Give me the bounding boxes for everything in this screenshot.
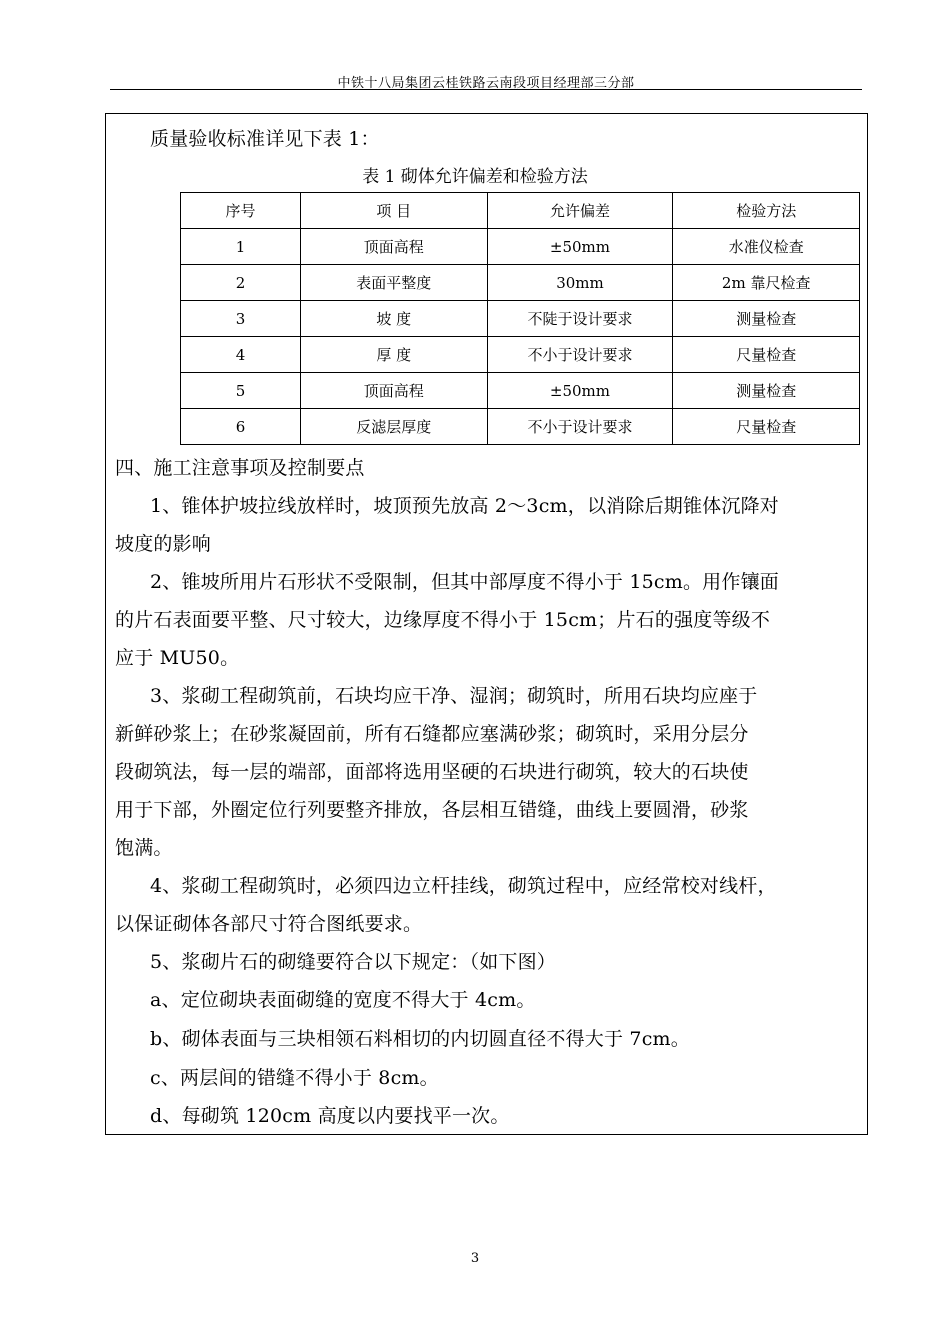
body-line: 的片石表面要平整、尺寸较大，边缘厚度不得小于 15cm；片石的强度等级不 bbox=[115, 609, 771, 631]
table-row bbox=[181, 265, 860, 301]
cell-item: 厚 度 bbox=[301, 337, 487, 373]
cell-tolerance: 不小于设计要求 bbox=[487, 337, 673, 373]
body-line: 段砌筑法，每一层的端部，面部将选用坚硬的石块进行砌筑，较大的石块使 bbox=[115, 761, 749, 783]
cell-number: 4 bbox=[181, 337, 301, 373]
body-line: 2、锥坡所用片石形状不受限制，但其中部厚度不得小于 15cm。用作镶面 bbox=[150, 571, 779, 593]
running-header: 中铁十八局集团云桂铁路云南段项目经理部三分部 bbox=[337, 76, 635, 91]
cell-tolerance: ±50mm bbox=[487, 373, 673, 409]
body-line: b、砌体表面与三块相领石料相切的内切圆直径不得大于 7cm。 bbox=[150, 1028, 690, 1050]
body-line: 饱满。 bbox=[115, 837, 173, 859]
cell-method: 尺量检查 bbox=[673, 337, 860, 373]
cell-item: 表面平整度 bbox=[301, 265, 487, 301]
cell-item: 顶面高程 bbox=[301, 229, 487, 265]
body-line: 4、浆砌工程砌筑时，必须四边立杆挂线，砌筑过程中，应经常校对线杆， bbox=[150, 875, 777, 897]
tolerance-table bbox=[180, 192, 860, 445]
column-header-number: 序号 bbox=[181, 193, 301, 229]
body-line: 用于下部，外圈定位行列要整齐排放，各层相互错缝，曲线上要圆滑，砂浆 bbox=[115, 799, 749, 821]
body-line: a、定位砌块表面砌缝的宽度不得大于 4cm。 bbox=[150, 989, 536, 1011]
section-heading: 四、施工注意事项及控制要点 bbox=[115, 457, 365, 479]
cell-number: 5 bbox=[181, 373, 301, 409]
cell-item: 反滤层厚度 bbox=[301, 409, 487, 445]
cell-method: 水准仪检查 bbox=[673, 229, 860, 265]
body-line: 坡度的影响 bbox=[115, 533, 212, 555]
body-line: 3、浆砌工程砌筑前，石块均应干净、湿润；砌筑时，所用石块均应座于 bbox=[150, 685, 758, 707]
cell-number: 1 bbox=[181, 229, 301, 265]
body-line: 1、锥体护坡拉线放样时，坡顶预先放高 2～3cm，以消除后期锥体沉降对 bbox=[150, 495, 779, 517]
body-line: c、两层间的错缝不得小于 8cm。 bbox=[150, 1067, 439, 1089]
body-line: 应于 MU50。 bbox=[115, 647, 240, 669]
body-line: 5、浆砌片石的砌缝要符合以下规定：（如下图） bbox=[150, 951, 556, 973]
column-header-tolerance: 允许偏差 bbox=[487, 193, 673, 229]
body-line: 新鲜砂浆上；在砂浆凝固前，所有石缝都应塞满砂浆；砌筑时，采用分层分 bbox=[115, 723, 749, 745]
table-row bbox=[181, 337, 860, 373]
page-number: 3 bbox=[470, 1251, 480, 1266]
table-row bbox=[181, 409, 860, 445]
table-caption: 表 1 砌体允许偏差和检验方法 bbox=[362, 167, 588, 187]
cell-tolerance: ±50mm bbox=[487, 229, 673, 265]
cell-item: 顶面高程 bbox=[301, 373, 487, 409]
intro-line: 质量验收标准详见下表 1： bbox=[150, 128, 380, 150]
cell-number: 3 bbox=[181, 301, 301, 337]
cell-method: 尺量检查 bbox=[673, 409, 860, 445]
cell-method: 测量检查 bbox=[673, 301, 860, 337]
body-line: d、每砌筑 120cm 高度以内要找平一次。 bbox=[150, 1105, 510, 1127]
table-row bbox=[181, 229, 860, 265]
body-line: 以保证砌体各部尺寸符合图纸要求。 bbox=[115, 913, 423, 935]
column-header-item: 项 目 bbox=[301, 193, 487, 229]
column-header-method: 检验方法 bbox=[673, 193, 860, 229]
cell-number: 6 bbox=[181, 409, 301, 445]
table-header-row bbox=[181, 193, 860, 229]
table-row bbox=[181, 301, 860, 337]
cell-tolerance: 30mm bbox=[487, 265, 673, 301]
cell-number: 2 bbox=[181, 265, 301, 301]
cell-tolerance: 不陡于设计要求 bbox=[487, 301, 673, 337]
table-row bbox=[181, 373, 860, 409]
cell-item: 坡 度 bbox=[301, 301, 487, 337]
cell-tolerance: 不小于设计要求 bbox=[487, 409, 673, 445]
header-rule bbox=[110, 89, 862, 90]
cell-method: 2m 靠尺检查 bbox=[673, 265, 860, 301]
cell-method: 测量检查 bbox=[673, 373, 860, 409]
